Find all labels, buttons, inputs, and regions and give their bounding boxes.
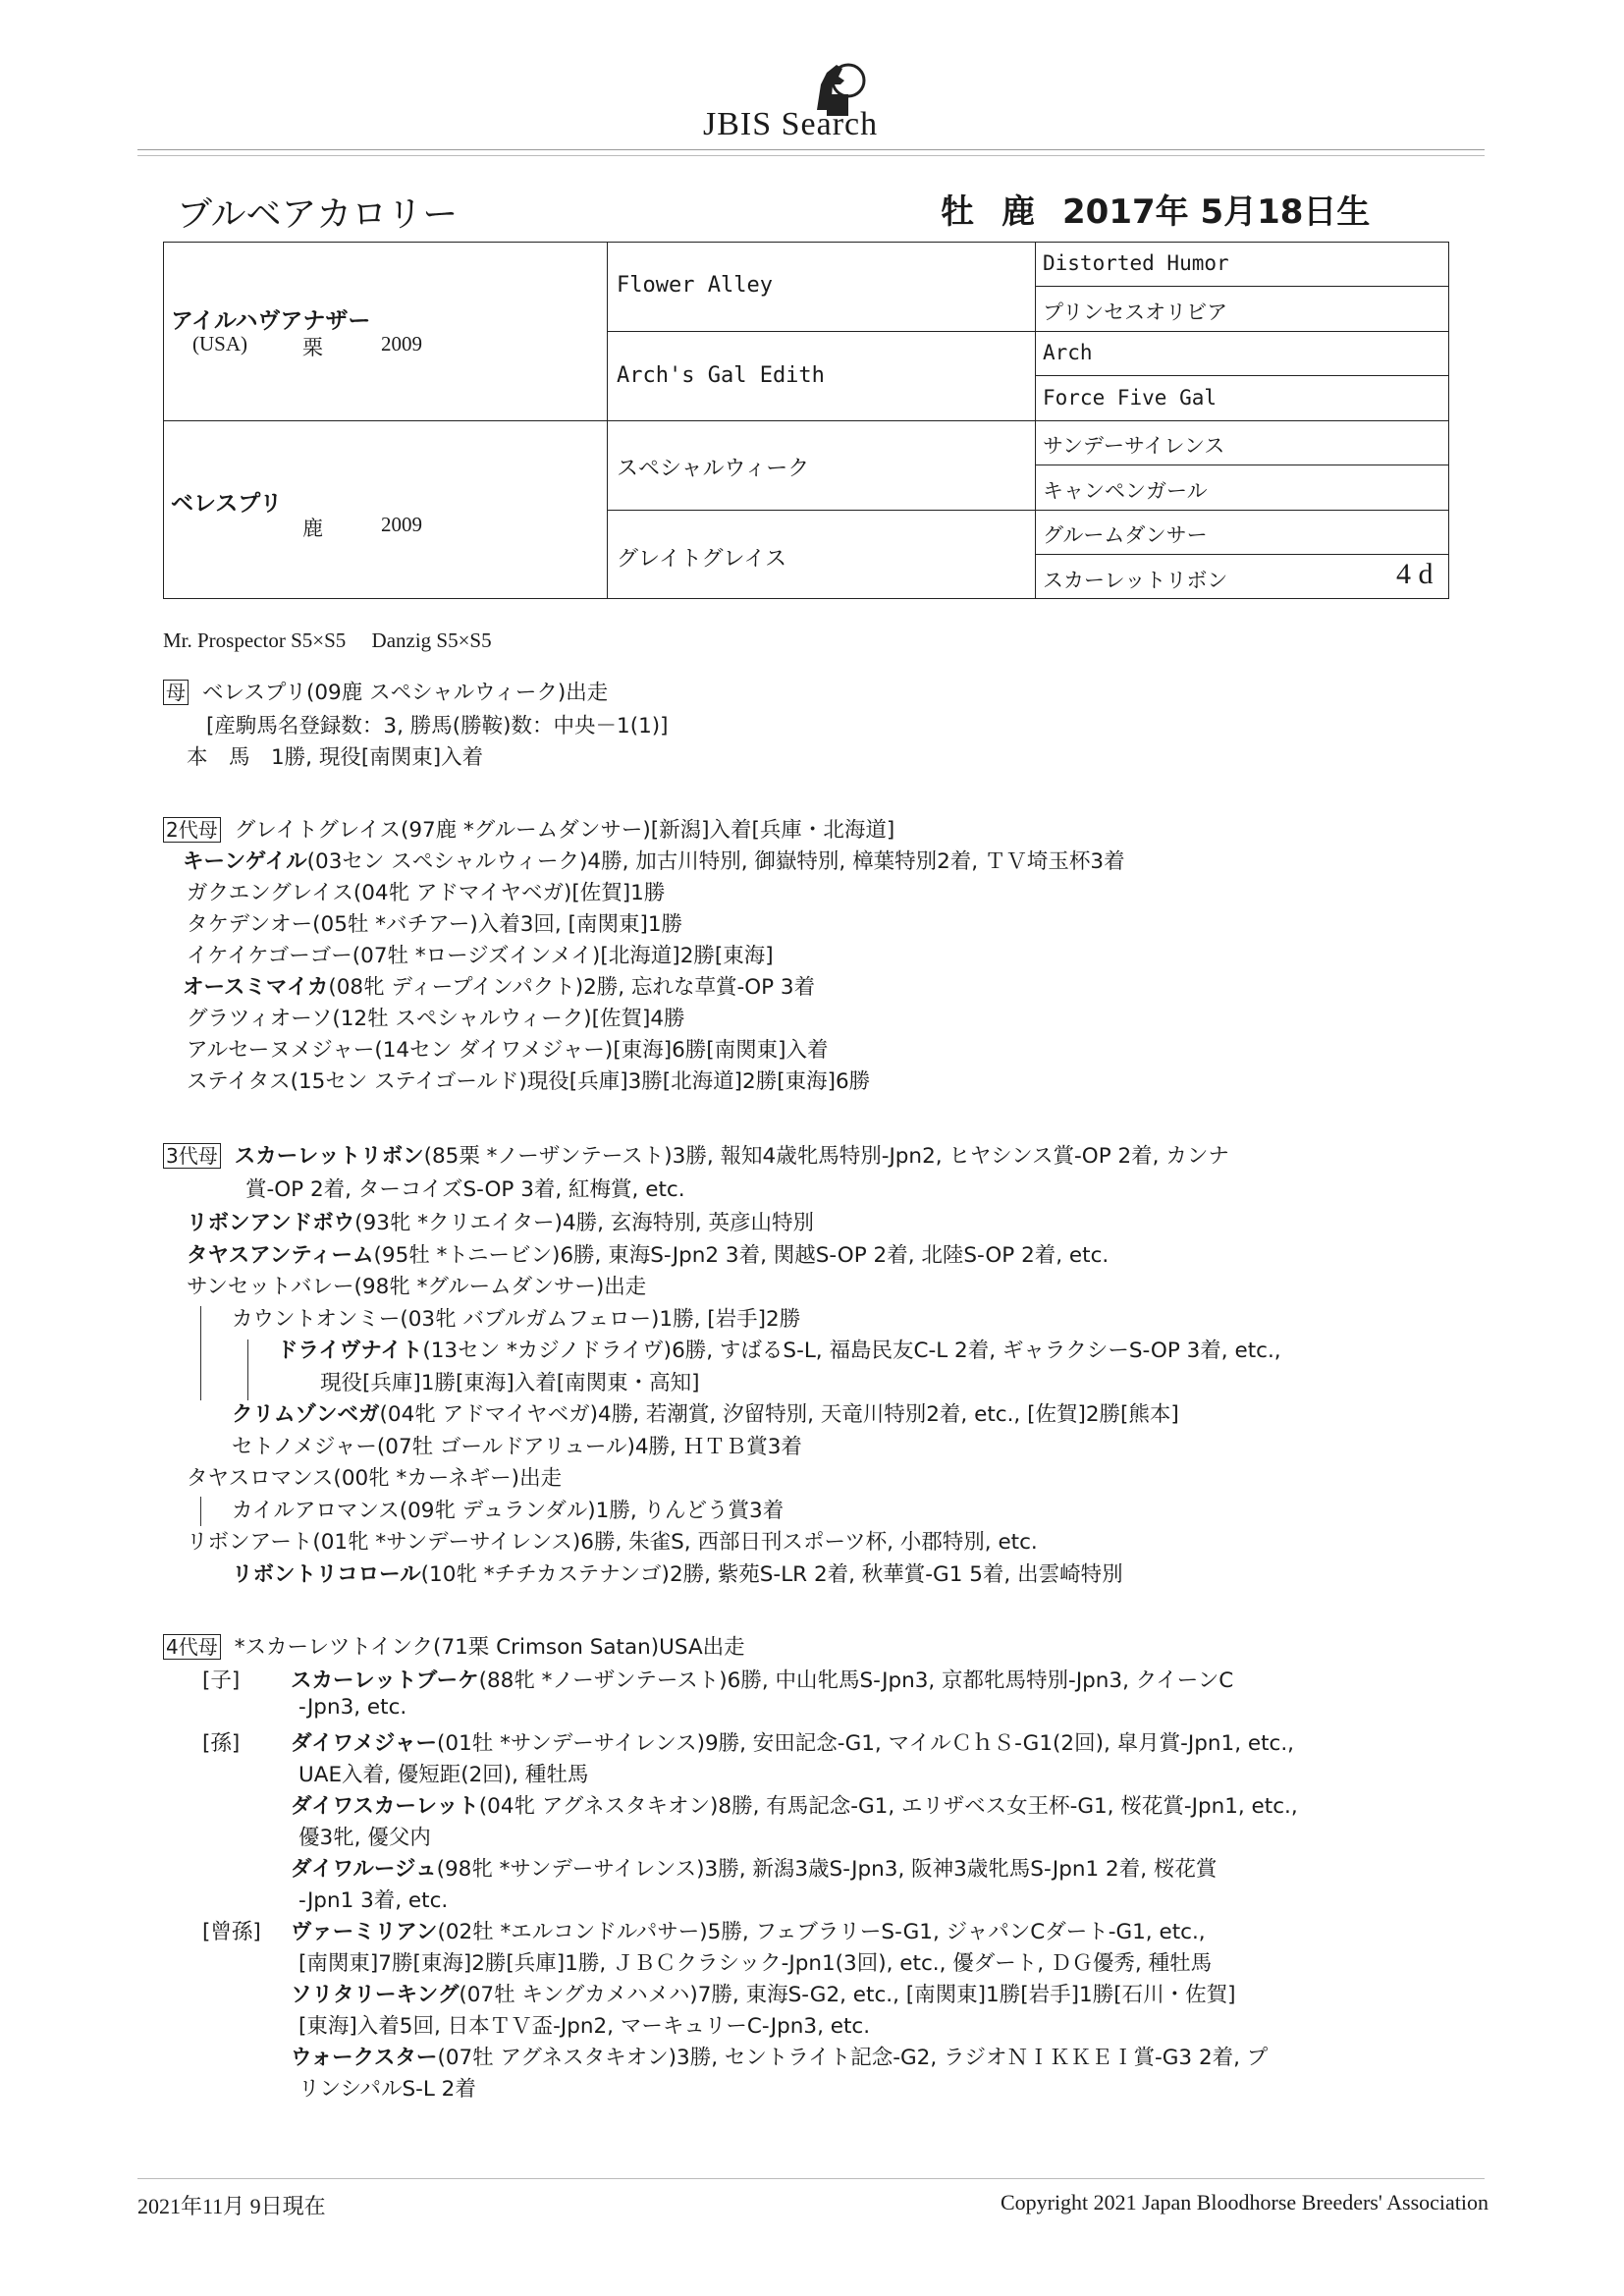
horse-record: ステイタス(15セン ステイゴールド)現役[兵庫]3勝[北海道]2勝[東海]6勝 [187, 1069, 871, 1094]
horse-record: カイルアロマンス(09牝 デュランダル)1勝, りんどう賞3着 [232, 1498, 785, 1523]
horse-record: リボンアート(01牝 *サンデーサイレンス)6勝, 朱雀S, 西部日刊スポーツ杯, 小郡特別, etc. [187, 1530, 1038, 1555]
gen2-line [183, 845, 1125, 875]
horse-record: タケデンオー(05牡 *バチアー)入着3回, [南関東]1勝 [187, 912, 683, 937]
horse-record: (95牡 *トニービン)6勝, 東海S-Jpn2 3着, 関越S-OP 2着, 北陸S-OP 2着, etc. [373, 1242, 1110, 1268]
dam-year: 2009 [381, 513, 422, 536]
gen3-head-rest: (85栗 *ノーザンテースト)3勝, 報知4歳牝馬特別-Jpn2, ヒヤシンス賞-OP 2着, カンナ [423, 1144, 1229, 1169]
row-divider-half [163, 420, 1449, 421]
dam-dam: グレイトグレイス [617, 547, 787, 572]
horse-record: (13セン *カジノドライヴ)6勝, すばるS-L, 福島民友C-L 2着, ギャラクシーS-OP 3着, etc., [422, 1339, 1281, 1363]
gen3-line [232, 1302, 800, 1333]
header-rule-2 [137, 155, 1485, 156]
family-number: 4 d [1396, 558, 1434, 590]
row-divider-e3 [1035, 375, 1449, 376]
gen3-line [187, 1206, 814, 1236]
horse-record: (88牝 *ノーザンテースト)6勝, 中山牝馬S-Jpn3, 京都牝馬特別-Jpn3, クイーンC [478, 1668, 1234, 1693]
horse-name-bold: オースミマイカ [183, 975, 329, 1000]
horse-name-bold: ヴァーミリアン [291, 1920, 438, 1944]
gen2-line [187, 1065, 870, 1095]
sire-name: アイルハヴアナザー [171, 308, 371, 334]
horse-record: (10牝 *チチカステナンゴ)2勝, 紫苑S-LR 2着, 秋華賞-G1 5着, 出雲崎特別 [420, 1561, 1123, 1587]
gen4-line-cont: [東海]入着5回, 日本ＴＶ盃-Jpn2, マーキュリーC-Jpn3, etc. [298, 2014, 871, 2039]
horse-name-bold: ソリタリーキング [291, 1983, 460, 2007]
horse-name-bold: ダイワルージュ [291, 1857, 437, 1882]
horse-dob: 2017年 5月18日生 [1062, 192, 1371, 232]
gen4-line [291, 1789, 1298, 1820]
gen3-line [232, 1397, 1179, 1428]
relation-label: [孫] [202, 1731, 241, 1756]
gen3-line [187, 1525, 1038, 1556]
jbis-logo [703, 51, 939, 149]
g3-2: プリンセスオリビア [1043, 301, 1228, 324]
pedigree-table [163, 242, 1449, 599]
g3-6: キャンペンガール [1043, 479, 1208, 503]
gen3-line [232, 1430, 802, 1460]
gen4-line-cont: -Jpn3, etc. [298, 1695, 407, 1720]
g3-3: Arch [1043, 341, 1093, 364]
horse-record: ガクエングレイス(04牝 アドマイヤベガ)[佐賀]1勝 [187, 881, 666, 905]
footer-rule [137, 2178, 1485, 2179]
horse-name-bold: ウォークスター [291, 2046, 438, 2070]
dam-tag: 母 [163, 680, 189, 705]
gen3-line [187, 1270, 646, 1300]
gen3-line [187, 1238, 1109, 1269]
horse-record: (98牝 *サンデーサイレンス)3勝, 新潟3歳S-Jpn3, 阪神3歳牝馬S-Jpn1 2着, 桜花賞 [436, 1857, 1218, 1882]
horse-name-bold: ドライヴナイト [277, 1339, 423, 1363]
horse-name-bold: スカーレットブーケ [291, 1668, 479, 1693]
sire-year: 2009 [381, 332, 422, 355]
gen2-head [163, 813, 894, 844]
gen4-line [291, 1664, 1233, 1694]
header-rule [137, 149, 1485, 150]
g3-8: スカーレットリボン [1043, 569, 1228, 592]
horse-record: (02牡 *エルコンドルパサー)5勝, フェブラリーS-G1, ジャパンCダート-G1, etc., [437, 1920, 1206, 1944]
logo-text: JBIS Search [703, 106, 879, 142]
horse-name-bold: リボントリコロール [232, 1561, 421, 1587]
gen4-line-cont: リンシパルS-L 2着 [298, 2077, 476, 2102]
gen4-head-text: *スカーレツトインク(71栗 Crimson Satan)USA出走 [234, 1635, 745, 1660]
horse-record: (04牝 アグネスタキオン)8勝, 有馬記念-G1, エリザベス女王杯-G1, 桜花賞-Jpn1, etc., [478, 1794, 1298, 1819]
row-divider-e7 [1035, 554, 1449, 555]
horse-record: 現役[兵庫]1勝[東海]入着[南関東・高知] [320, 1370, 700, 1395]
row-divider-e1 [1035, 286, 1449, 287]
dam-line-2: [産駒馬名登録数：3, 勝馬(勝鞍)数：中央－1(1)] [206, 714, 669, 738]
tree-bar-3 [200, 1497, 201, 1526]
dam-line-1: ベレスプリ(09鹿 スペシャルウィーク)出走 [202, 681, 609, 705]
gen4-line-cont: -Jpn1 3着, etc. [298, 1888, 449, 1913]
horse-name: ブルベアカロリー [177, 194, 459, 235]
row-divider-q3 [607, 510, 1449, 511]
footer-copyright: Copyright 2021 Japan Bloodhorse Breeders' Association [1000, 2190, 1489, 2214]
dam-line-3: 本 馬 1勝, 現役[南関東]入着 [187, 745, 484, 770]
horse-record: (07牡 アグネスタキオン)3勝, セントライト記念-G2, ラジオＮＩＫＫＥＩ賞-G3 2着, プ [437, 2046, 1269, 2070]
gen2-line [187, 876, 665, 906]
gen3-line [187, 1461, 562, 1492]
horse-name-bold: ダイワスカーレット [291, 1794, 479, 1819]
gen3-line [277, 1334, 1281, 1364]
gen4-line-cont: [南関東]7勝[東海]2勝[兵庫]1勝, ＪＢＣクラシック-Jpn1(3回), etc., 優ダート, ＤＧ優秀, 種牡馬 [298, 1951, 1213, 1976]
horse-sex: 牡 [941, 192, 974, 232]
gen2-head-text: グレイトグレイス(97鹿 *グルームダンサー)[新潟]入着[兵庫・北海道] [234, 818, 895, 843]
horse-name-bold: タヤスアンティーム [187, 1242, 374, 1268]
tree-bar-1 [200, 1306, 201, 1400]
gen2-line [187, 1002, 685, 1032]
gen3-tag: 3代母 [163, 1143, 221, 1169]
horse-record: (93牝 *クリエイター)4勝, 玄海特別, 英彦山特別 [354, 1211, 814, 1235]
horse-record: (01牡 *サンデーサイレンス)9勝, 安田記念-G1, マイルＣｈＳ-G1(2回), 皐月賞-Jpn1, etc., [437, 1731, 1295, 1756]
g3-7: グルームダンサー [1043, 523, 1208, 547]
gen4-line [291, 1978, 1235, 2008]
horse-record: (03セン スペシャルウィーク)4勝, 加古川特別, 御嶽特別, 樟葉特別2着, ＴＶ埼玉杯3着 [306, 849, 1125, 874]
horse-name-bold: キーンゲイル [183, 849, 307, 874]
sire-color: 栗 [302, 336, 323, 359]
horse-record: (07牡 キングカメハメハ)7勝, 東海S-G2, etc., [南関東]1勝[岩手]1勝[石川・佐賀] [459, 1983, 1236, 2007]
horse-record: (08牝 ディープインパクト)2勝, 忘れな草賞-OP 3着 [328, 975, 816, 1000]
gen4-line-cont: UAE入着, 優短距(2回), 種牡馬 [298, 1763, 589, 1787]
horse-record: イケイケゴーゴー(07牡 *ロージズインメイ)[北海道]2勝[東海] [187, 944, 774, 968]
inbreeding-line: Mr. Prospector S5×S5 Danzig S5×S5 [163, 629, 492, 652]
dam-color: 鹿 [302, 517, 323, 540]
gen2-line [187, 907, 682, 938]
horse-record: カウントオンミー(03牝 バブルガムフェロー)1勝, [岩手]2勝 [232, 1306, 801, 1332]
gen2-tag: 2代母 [163, 817, 221, 843]
dam-section-head [163, 676, 608, 706]
gen4-head [163, 1630, 745, 1661]
horse-name-bold: リボンアンドボウ [187, 1211, 355, 1235]
horse-record: アルセーヌメジャー(14セン ダイワメジャー)[東海]6勝[南関東]入着 [187, 1038, 829, 1063]
dam-sire: スペシャルウィーク [617, 457, 810, 481]
footer-date: 2021年11月 9日現在 [137, 2194, 326, 2218]
gen4-line [291, 1726, 1294, 1757]
gen4-line [291, 1852, 1217, 1883]
horse-record: (04牝 アドマイヤベガ)4勝, 若潮賞, 汐留特別, 天竜川特別2着, etc., [佐賀]2勝[熊本] [379, 1402, 1179, 1427]
gen4-line [291, 1915, 1206, 1945]
horse-color: 鹿 [1001, 192, 1035, 232]
gen2-line [187, 939, 774, 969]
horse-name-bold: ダイワメジャー [291, 1731, 437, 1756]
gen4-line [291, 2041, 1268, 2071]
gen3-line [320, 1366, 700, 1396]
sire-origin: (USA) [192, 332, 247, 355]
sire-dam: Arch's Gal Edith [617, 363, 825, 388]
horse-name-bold: クリムゾンベガ [232, 1402, 380, 1427]
g3-5: サンデーサイレンス [1043, 434, 1225, 458]
row-divider-q1 [607, 331, 1449, 332]
sire-sire: Flower Alley [617, 273, 773, 298]
horse-meta [941, 185, 1370, 233]
gen4-tag: 4代母 [163, 1634, 221, 1660]
gen2-line [183, 970, 815, 1001]
horse-record: グラツィオーソ(12牡 スペシャルウィーク)[佐賀]4勝 [187, 1007, 685, 1031]
horse-record: タヤスロマンス(00牝 *カーネギー)出走 [187, 1466, 563, 1491]
gen3-head-cont: 賞-OP 2着, ターコイズS-OP 3着, 紅梅賞, etc. [245, 1177, 685, 1202]
horse-record: セトノメジャー(07牡 ゴールドアリュール)4勝, ＨＴＢ賞3着 [232, 1434, 802, 1459]
g3-4: Force Five Gal [1043, 386, 1218, 410]
gen3-head-bold: スカーレットリボン [234, 1144, 424, 1169]
gen2-line [187, 1033, 829, 1064]
gen3-head [163, 1139, 1229, 1170]
relation-label: [曾孫] [202, 1920, 261, 1944]
dam-name: ベレスプリ [171, 491, 283, 517]
gen4-line-cont: 優3牝, 優父内 [298, 1826, 431, 1850]
gen3-line [232, 1558, 1123, 1588]
relation-label: [子] [202, 1668, 241, 1693]
tree-bar-2 [247, 1339, 248, 1400]
g3-1: Distorted Humor [1043, 251, 1229, 275]
horse-record: サンセットバレー(98牝 *グルームダンサー)出走 [187, 1275, 647, 1299]
gen3-line [232, 1494, 784, 1524]
